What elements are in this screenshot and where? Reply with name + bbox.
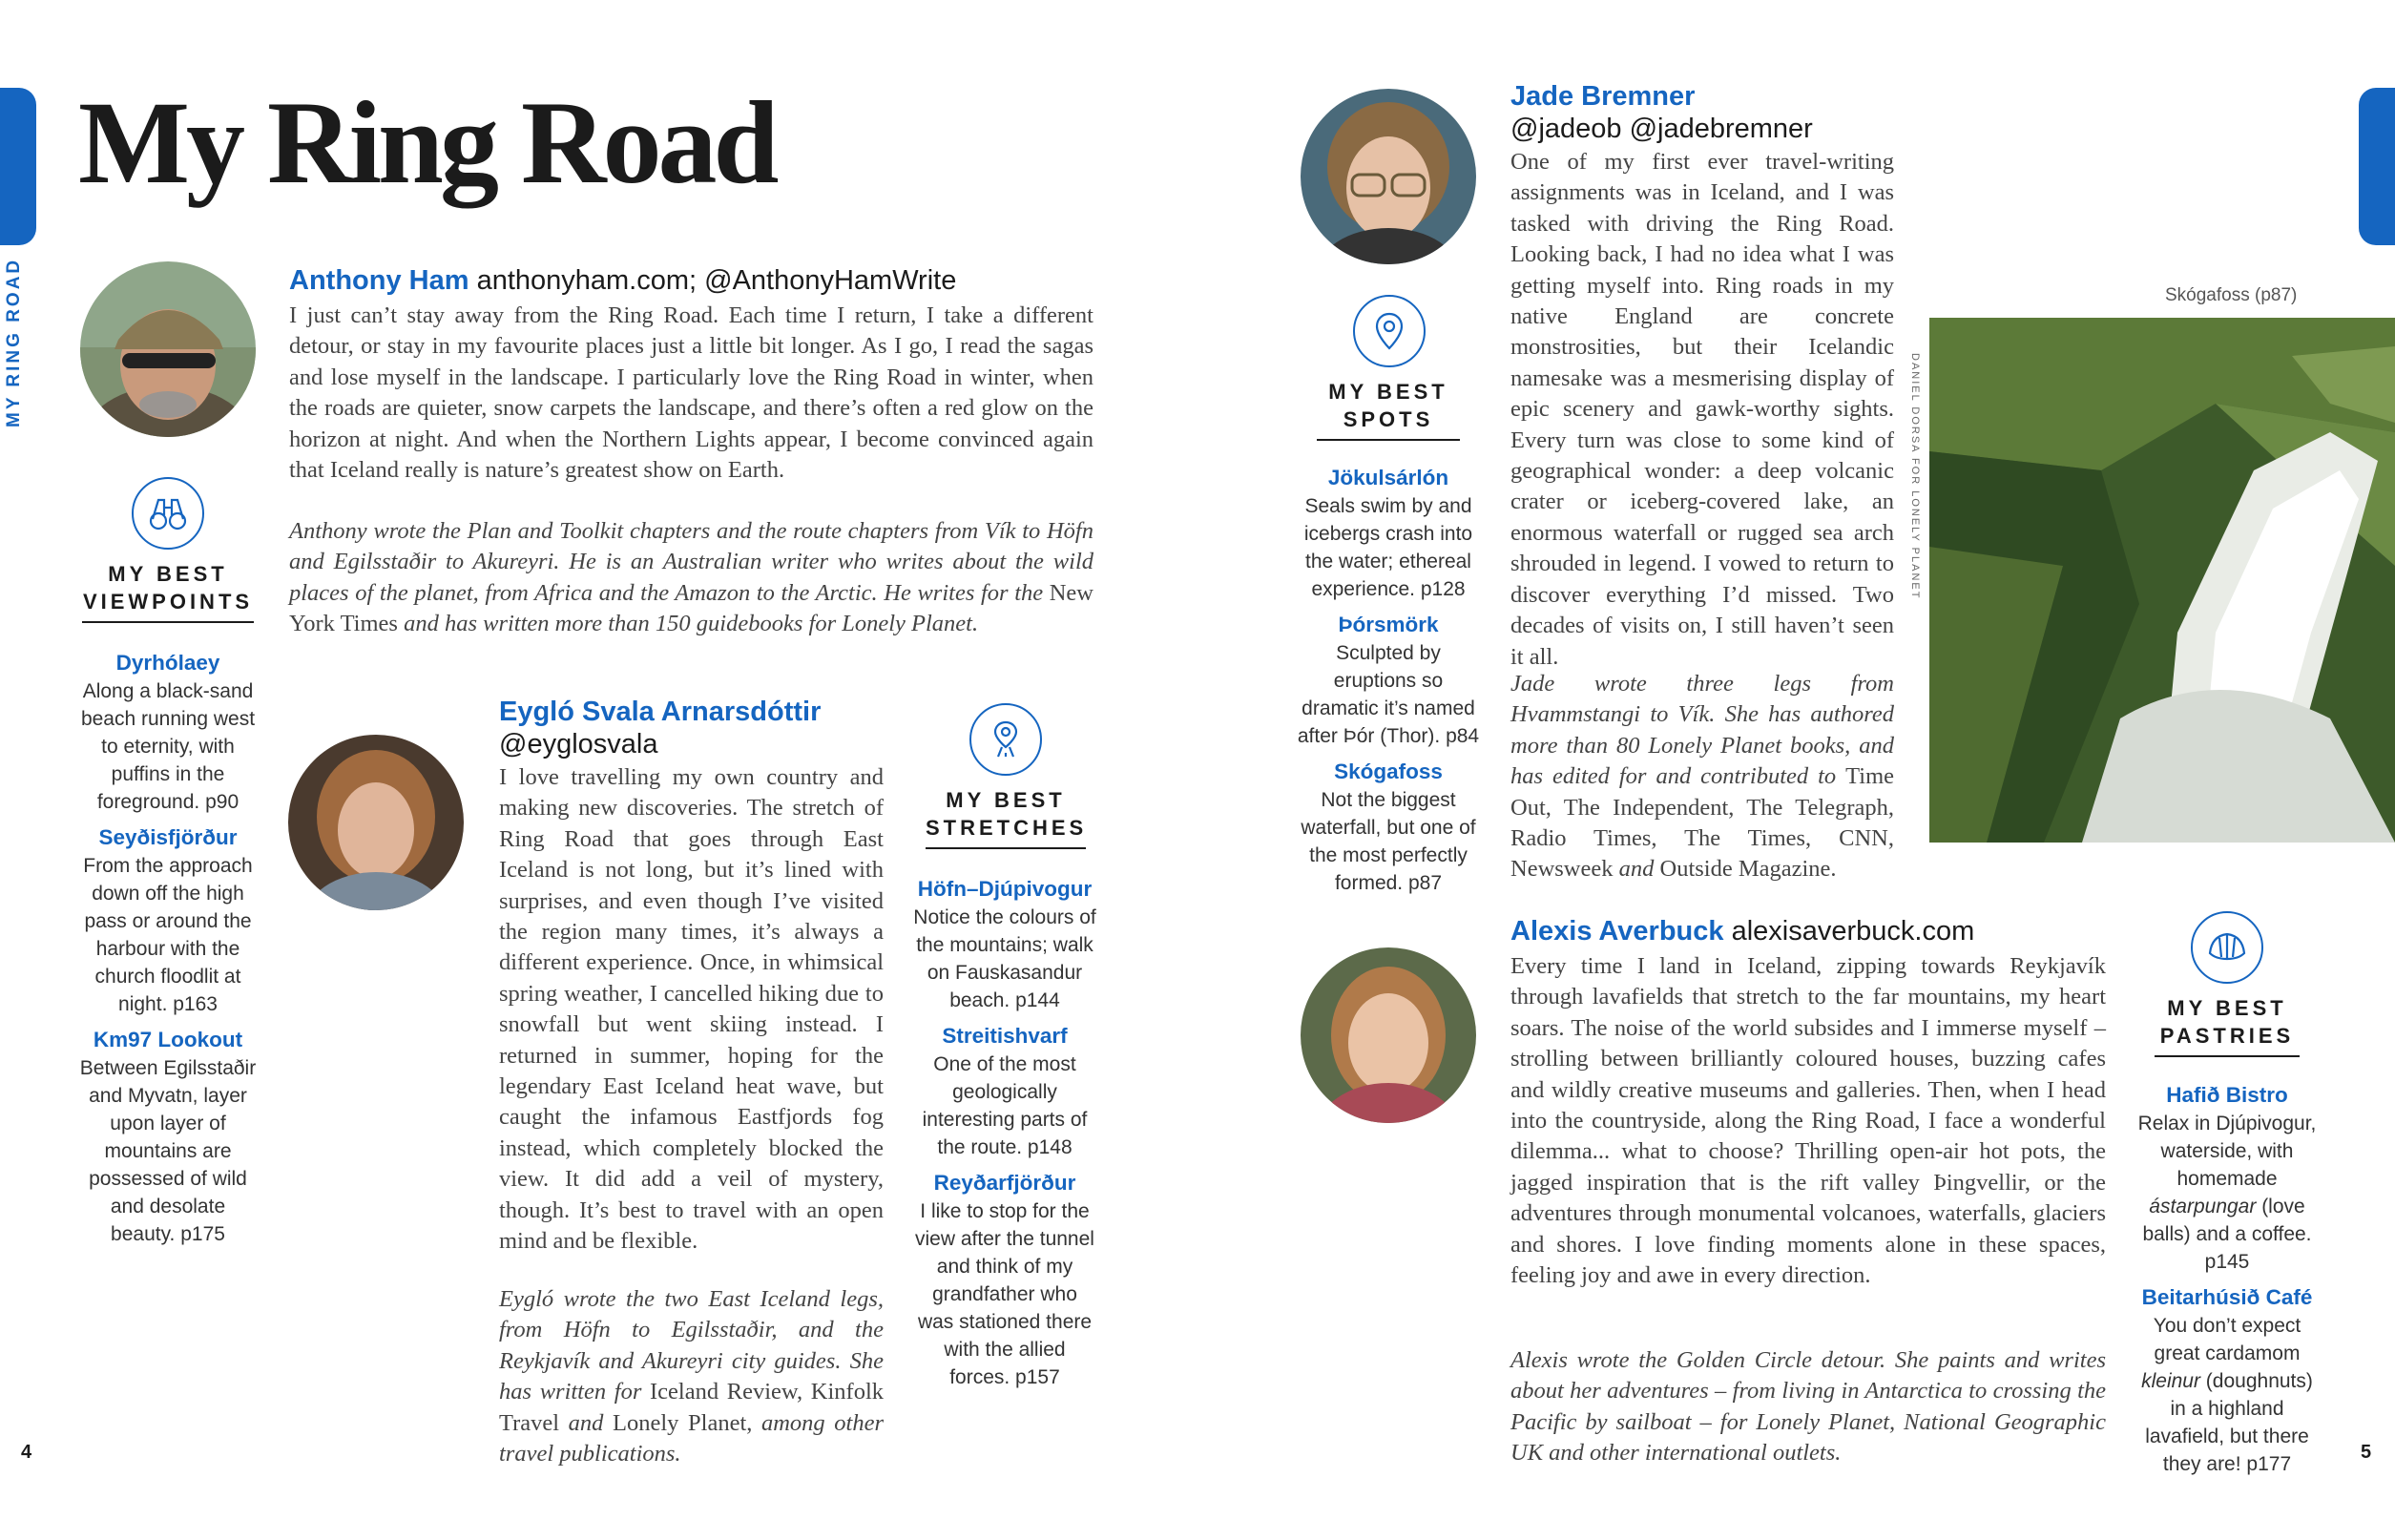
page-number-left: 4 xyxy=(21,1442,32,1463)
list-item-name: Beitarhúsið Café xyxy=(2141,1285,2313,1309)
list-item-desc: Between Egilsstaðir and Myvatn, layer upon layer of mountains are possessed of wild and desolate beauty. p175 xyxy=(79,1057,257,1245)
bio-text: and has written more than 150 guidebooks for Lonely Planet. xyxy=(397,611,979,637)
desc-text: (love balls) and a coffee. p145 xyxy=(2142,1196,2312,1273)
avatar-jade-bremner xyxy=(1301,89,1476,264)
author-bio-eyglo xyxy=(499,1284,884,1469)
bio-text: and xyxy=(1613,856,1660,883)
bio-publication: Lonely Planet, xyxy=(613,1409,753,1436)
author-handle: anthonyham.com; @AnthonyHamWrite xyxy=(476,265,957,296)
avatar-anthony-ham xyxy=(80,261,256,437)
bio-publication: New York Times xyxy=(289,579,1093,637)
right-edge-tab xyxy=(2359,88,2395,245)
desc-term: ástarpungar xyxy=(2149,1196,2257,1217)
heading-rule xyxy=(82,621,254,623)
list-item-desc: Notice the colours of the mountains; walk on Fauskasandur beach. p144 xyxy=(913,906,1096,1011)
pastries-list xyxy=(2132,1081,2322,1486)
viewpoints-list xyxy=(76,649,260,1256)
list-item-desc: Not the biggest waterfall, but one of the most perfectly formed. p87 xyxy=(1301,789,1476,894)
bio-text: Alexis wrote the Golden Circle detour. She paints and writes about her adventures – from living in Antarctica to crossing the Pacific by sailboat – for Lonely Planet, National Geographic UK and other international outlets. xyxy=(1510,1347,2106,1467)
heading-line: MY BEST xyxy=(108,562,228,586)
stretches-list xyxy=(912,875,1097,1399)
heading-line: MY BEST xyxy=(1328,380,1448,404)
author-name: Eygló Svala Arnarsdóttir xyxy=(499,697,822,727)
author-line-alexis xyxy=(1510,915,1974,947)
desc-term: kleinur xyxy=(2141,1370,2200,1392)
bio-text: Jade wrote three legs from Hvammstangi to Vík. She has authored more than 80 Lonely Planet books, and has edited for and contributed to xyxy=(1510,671,1894,790)
desc-text: You don’t expect great cardamom xyxy=(2153,1315,2301,1364)
author-handle: @eyglosvala xyxy=(499,729,658,760)
list-item-name: Seyðisfjörður xyxy=(98,825,238,849)
author-handle: alexisaverbuck.com xyxy=(1731,916,1975,947)
bio-text: Anthony wrote the Plan and Toolkit chapters and the route chapters from Vík to Höfn and Egilsstaðir to Akureyri. He is an Australian writer who writes about the wild places of the planet, from Africa and the Amazon to the Arctic. He writes for the xyxy=(289,518,1093,606)
desc-text: Relax in Djúpivogur, waterside, with homemade xyxy=(2137,1113,2317,1190)
list-item-desc: Along a black-sand beach running west to eternity, with puffins in the foreground. p90 xyxy=(80,680,256,813)
pastries-heading xyxy=(2155,994,2300,1057)
list-item-name: Reyðarfjörður xyxy=(933,1171,1076,1195)
heading-line: SPOTS xyxy=(1343,407,1434,431)
heading-line: MY BEST xyxy=(946,788,1066,812)
author-name: Jade Bremner xyxy=(1510,81,1696,112)
waterfall-photo xyxy=(1929,318,2395,843)
viewpoints-heading xyxy=(82,560,254,623)
road-pin-icon xyxy=(969,703,1042,776)
bio-text: among other travel publications. xyxy=(499,1409,884,1467)
spots-heading xyxy=(1317,378,1460,441)
list-item-name: Streitishvarf xyxy=(942,1024,1068,1048)
section-label: MY RING ROAD xyxy=(4,257,24,427)
heading-line: STRETCHES xyxy=(926,816,1088,840)
list-item-desc xyxy=(2132,1312,2322,1478)
bio-publication: Time Out, The Independent, The Telegraph, Radio Times, The Times, CNN, Newsweek xyxy=(1510,763,1894,883)
list-item-desc xyxy=(2132,1110,2322,1276)
list-item-name: Þórsmörk xyxy=(1338,613,1439,636)
heading-line: VIEWPOINTS xyxy=(82,590,254,614)
author-body-alexis: Every time I land in Iceland, zipping towards Reykjavík through lavafields that stretch to the far mountains, my heart soars. The noise of the world subsides and I immerse myself – strolling between brilliantly coloured houses, buzzing cafes and wildly creative museums and galleries. Then, when I head into the countryside, along the Ring Road, I face a wonderful dilemma... what to choose? Thrilling open-air hot pots, the jagged inspiration that is the rift valley Þingvellir, or the adventures through monumental volcanoes, waterfalls, glaciers and shores. I love finding moments alone in these spaces, feeling joy and awe in every direction. xyxy=(1510,953,2106,1289)
list-item-name: Jökulsárlón xyxy=(1327,466,1449,489)
photo-credit: DANIEL DORSA FOR LONELY PLANET xyxy=(1909,353,1921,600)
bio-text: Eygló wrote the two East Iceland legs, from Höfn to Egilsstaðir, and the Reykjavík and Akureyri city guides. She has written for xyxy=(499,1286,884,1405)
list-item-desc: From the approach down off the high pass or around the harbour with the church floodlit at night. p163 xyxy=(83,855,253,1015)
author-name: Anthony Ham xyxy=(289,265,469,296)
heading-rule xyxy=(926,847,1086,849)
page-number-right: 5 xyxy=(2361,1442,2372,1463)
list-item-desc: Sculpted by eruptions so dramatic it’s named after Þór (Thor). p84 xyxy=(1297,642,1480,747)
left-edge-tab xyxy=(0,88,36,245)
bio-publication: Outside Magazine. xyxy=(1659,856,1837,883)
list-item-name: Skógafoss xyxy=(1334,760,1443,783)
author-body-anthony: I just can’t stay away from the Ring Road. Each time I return, I take a different detour, or stay in my favourite places just a little bit longer. As I go, I read the sagas and lose myself in the landscape. I particularly love the Ring Road in winter, when the roads are quieter, snow carpets the landscape, and there’s often a red glow on the horizon at night. And when the Northern Lights appear, I become convinced again that Iceland really is nature’s greatest show on Earth. xyxy=(289,302,1093,484)
author-line-anthony xyxy=(289,264,956,297)
author-bio-anthony xyxy=(289,516,1093,640)
author-bio-alexis xyxy=(1510,1345,2106,1469)
list-item-desc: One of the most geologically interesting parts of the route. p148 xyxy=(922,1053,1088,1158)
list-item-desc: I like to stop for the view after the tunnel and think of my grandfather who was stationed there with the allied forces. p157 xyxy=(915,1200,1094,1388)
list-item-desc: Seals swim by and icebergs crash into the water; ethereal experience. p128 xyxy=(1303,495,1473,600)
author-handle: @jadeob @jadebremner xyxy=(1510,114,1813,144)
author-bio-jade xyxy=(1510,669,1894,885)
avatar-eyglo xyxy=(288,735,464,910)
heading-rule xyxy=(2155,1055,2300,1057)
croissant-icon xyxy=(2191,911,2263,984)
heading-rule xyxy=(1317,439,1460,441)
binoculars-icon xyxy=(132,477,204,550)
author-name: Alexis Averbuck xyxy=(1510,916,1724,947)
author-line-eyglo xyxy=(499,696,900,760)
heading-line: PASTRIES xyxy=(2159,1024,2295,1048)
list-item-name: Hafið Bistro xyxy=(2166,1083,2288,1107)
author-body-jade: One of my first ever travel-writing assignments was in Iceland, and I was tasked with driving the Ring Road. Looking back, I had no idea what I was getting myself into. Ring roads in my native England are concrete monstrosities, but their Icelandic namesake was a mesmerising display of epic scenery and gawk-worthy sights. Every turn was close to some kind of geographical wonder: a deep volcanic crater or iceberg-covered lake, an enormous waterfall or rugged sea arch shrouded in legend. I vowed to return to discover everything I’d missed. Two decades of visits on, I still haven’t seen it all. xyxy=(1510,149,1894,670)
author-line-jade xyxy=(1510,80,1911,145)
list-item-name: Dyrhólaey xyxy=(115,651,220,675)
bio-text: and xyxy=(559,1409,614,1436)
page-title: My Ring Road xyxy=(78,77,776,208)
spots-list xyxy=(1296,464,1481,905)
stretches-heading xyxy=(926,786,1086,849)
bio-publication: Iceland Review, Kinfolk Travel xyxy=(499,1379,884,1436)
photo-caption: Skógafoss (p87) xyxy=(2165,285,2298,305)
heading-line: MY BEST xyxy=(2167,996,2287,1020)
map-pin-icon xyxy=(1353,295,1426,367)
list-item-name: Höfn–Djúpivogur xyxy=(917,877,1093,901)
desc-text: (doughnuts) in a highland lavafield, but there they are! p177 xyxy=(2145,1370,2313,1475)
list-item-name: Km97 Lookout xyxy=(93,1028,243,1051)
avatar-alexis-averbuck xyxy=(1301,947,1476,1123)
author-body-eyglo: I love travelling my own country and making new discoveries. The stretch of Ring Road that goes through East Iceland is not long, but it’s lined with surprises, and even though I’ve visited the region many times, it’s always a different experience. Once, in whimsical spring weather, I cancelled hiking due to snowfall but went skiing instead. I returned in summer, hoping for the legendary East Iceland heat wave, but caught the infamous Eastfjords fog instead, which completely blocked the view. It did add a veil of mystery, though. It’s best to travel with an open mind and be flexible. xyxy=(499,764,884,1255)
